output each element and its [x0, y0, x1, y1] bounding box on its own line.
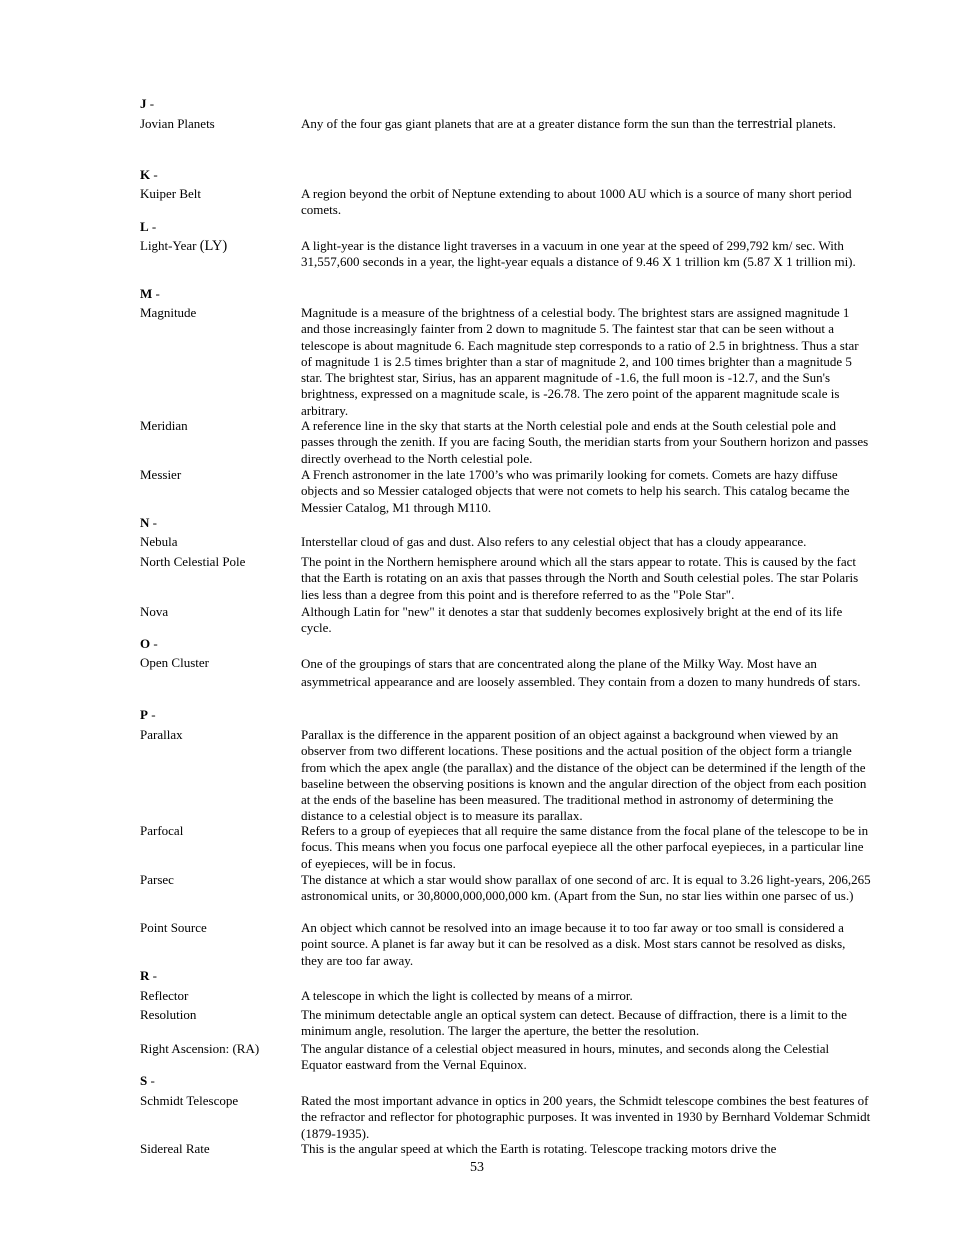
- definition-north-celestial-pole: The point in the Northern hemisphere around which all the stars appear to rotate. This is caused by the fact that the Earth is rotating on an axis that passes through the North and South celestial poles. The star Polaris lies less than a degree from this point and is therefore referred to as the "Pole Star".: [301, 554, 859, 602]
- section-letter: R: [140, 968, 150, 983]
- term-abbreviation: (LY): [199, 238, 228, 254]
- section-separator: -: [146, 96, 155, 111]
- section-heading-j: [140, 96, 154, 112]
- term-right-ascension: Right Ascension: (RA): [140, 1041, 260, 1056]
- term-sidereal-rate: Sidereal Rate: [140, 1141, 210, 1156]
- definition-text: One of the groupings of stars that are concentrated along the plane of the Milky Way. Most have an asymmetrical appearance and are loosely assembled. They contain from a dozen to many hundreds: [301, 656, 819, 689]
- section-separator: -: [147, 707, 156, 722]
- section-letter: K: [140, 167, 151, 182]
- definition-reflector: A telescope in which the light is collected by means of a mirror.: [301, 988, 633, 1003]
- section-separator: -: [149, 968, 157, 983]
- definition-emphasis: of: [818, 674, 831, 690]
- definition-point-source: An object which cannot be resolved into an image because it to too far away or too small is considered a point source. A planet is far away but it can be resolved as a disk. Most stars cannot be resolved as disks, they are too far away.: [301, 920, 846, 968]
- section-heading-m: [140, 286, 160, 302]
- definition-meridian: A reference line in the sky that starts at the North celestial pole and ends at the South celestial pole and passes through the zenith. If you are facing South, the meridian starts from your Southern horizon and passes directly overhead to the North celestial pole.: [301, 418, 869, 466]
- section-heading-o: [140, 636, 158, 652]
- definition-right-ascension: The angular distance of a celestial object measured in hours, minutes, and seconds along the Celestial Equator eastward from the Vernal Equinox.: [301, 1041, 830, 1073]
- term-nebula: Nebula: [140, 534, 178, 549]
- term-resolution: Resolution: [140, 1007, 197, 1022]
- section-letter: M: [140, 286, 153, 301]
- term-point-source: Point Source: [140, 920, 207, 935]
- section-letter: P: [140, 707, 148, 722]
- term-nova: Nova: [140, 604, 169, 619]
- definition-resolution: The minimum detectable angle an optical system can detect. Because of diffraction, there is a limit to the minimum angle, resolution. The larger the aperture, the better the resolution.: [301, 1007, 847, 1039]
- definition-tail: planets.: [792, 116, 836, 131]
- definition-sidereal-rate: This is the angular speed at which the Earth is rotating. Telescope tracking motors drive the: [301, 1141, 777, 1156]
- term-messier: Messier: [140, 467, 182, 482]
- definition-light-year: A light-year is the distance light traverses in a vacuum in one year at the speed of 299,792 km/ sec. With 31,557,600 seconds in a year, the light-year equals a distance of 9.46 X 1 trillion km (5.87 X 1 trillion mi).: [301, 238, 856, 270]
- section-heading-r: [140, 968, 157, 984]
- definition-nova: Although Latin for "new" it denotes a star that suddenly becomes explosively bright at the end of its life cycle.: [301, 604, 843, 636]
- term-schmidt-telescope: Schmidt Telescope: [140, 1093, 239, 1108]
- section-separator: -: [149, 515, 157, 530]
- section-separator: -: [147, 1073, 155, 1088]
- term-kuiper-belt: Kuiper Belt: [140, 186, 202, 201]
- definition-magnitude: Magnitude is a measure of the brightness of a celestial body. The brightest stars are assigned magnitude 1 and those increasingly fainter from 2 down to magnitude 5. The faintest star that can be seen without a telescope is about magnitude 6. Each magnitude step corresponds to a ratio of 2.5 in brightness. Thus a star of magnitude 1 is 2.5 times brighter than a star of magnitude 2, and 100 times brighter than a magnitude 5 star. The brightest star, Sirius, has an apparent magnitude of -1.6, the full moon is -12.7, and the Sun's brightness, expressed on a magnitude scale, is -26.78. The zero point of the apparent magnitude scale is arbitrary.: [301, 305, 859, 418]
- section-letter: L: [140, 219, 149, 234]
- definition-open-cluster: [301, 655, 871, 691]
- definition-parfocal: Refers to a group of eyepieces that all require the same distance from the focal plane of the telescope to be in focus. This means when you focus one parfocal eyepiece all the other parfocal eyepieces, in a particular line of eyepieces, will be in focus.: [301, 823, 869, 871]
- section-separator: -: [150, 636, 158, 651]
- section-letter: S: [140, 1073, 148, 1088]
- section-letter: J: [140, 96, 147, 111]
- section-heading-p: [140, 707, 156, 723]
- definition-text: Any of the four gas giant planets that are at a greater distance form the sun than the: [301, 116, 738, 131]
- section-heading-l: [140, 219, 156, 235]
- definition-emphasis: terrestrial: [737, 116, 793, 132]
- term-parsec: Parsec: [140, 872, 174, 887]
- definition-nebula: Interstellar cloud of gas and dust. Also refers to any celestial object that has a cloudy appearance.: [301, 534, 807, 549]
- section-letter: O: [140, 636, 151, 651]
- term-reflector: Reflector: [140, 988, 189, 1003]
- definition-schmidt-telescope: Rated the most important advance in optics in 200 years, the Schmidt telescope combines the best features of the refractor and reflector for photographic purposes. It was invented in 1930 by Bernhard Voldemar Schmidt (1879-1935).: [301, 1093, 871, 1141]
- section-separator: -: [150, 167, 158, 182]
- term-jovian-planets: Jovian Planets: [140, 116, 215, 131]
- definition-tail: stars.: [830, 674, 861, 689]
- definition-kuiper-belt: A region beyond the orbit of Neptune extending to about 1000 AU which is a source of many short period comets.: [301, 186, 852, 218]
- term-open-cluster: Open Cluster: [140, 655, 209, 670]
- term-parfocal: Parfocal: [140, 823, 184, 838]
- term-magnitude: Magnitude: [140, 305, 197, 320]
- section-separator: -: [148, 219, 157, 234]
- term-meridian: Meridian: [140, 418, 188, 433]
- definition-messier: A French astronomer in the late 1700’s who was primarily looking for comets. Comets are hazy diffuse objects and so Messier cataloged objects that were not comets to help his search. This catalog became the Messier Catalog, M1 through M110.: [301, 467, 850, 515]
- page-number: 53: [470, 1160, 484, 1175]
- definition-parallax: Parallax is the difference in the apparent position of an object against a background when viewed by an observer from two different locations. These positions and the actual position of the object form a triangle from which the apex angle (the parallax) and the distance of the object can be determined if the length of the baseline between the observing positions is known and the angular direction of the object from each position at the ends of the baseline has been measured. The traditional method in astronomy of determining the distance to a celestial object is to measure its parallax.: [301, 727, 867, 824]
- term-parallax: Parallax: [140, 727, 183, 742]
- definition-parsec: The distance at which a star would show parallax of one second of arc. It is equal to 3.26 light-years, 206,265 astronomical units, or 30,8000,000,000,000 km. (Apart from the Sun, no star lies within one parsec of us.): [301, 872, 871, 904]
- term-light-year: [140, 238, 298, 254]
- section-heading-k: [140, 167, 158, 183]
- section-separator: -: [152, 286, 160, 301]
- section-heading-s: [140, 1073, 155, 1089]
- definition-jovian-planets: [301, 116, 871, 132]
- term-text: Light-Year: [140, 238, 200, 253]
- section-letter: N: [140, 515, 150, 530]
- section-heading-n: [140, 515, 157, 531]
- term-north-celestial-pole: North Celestial Pole: [140, 554, 246, 569]
